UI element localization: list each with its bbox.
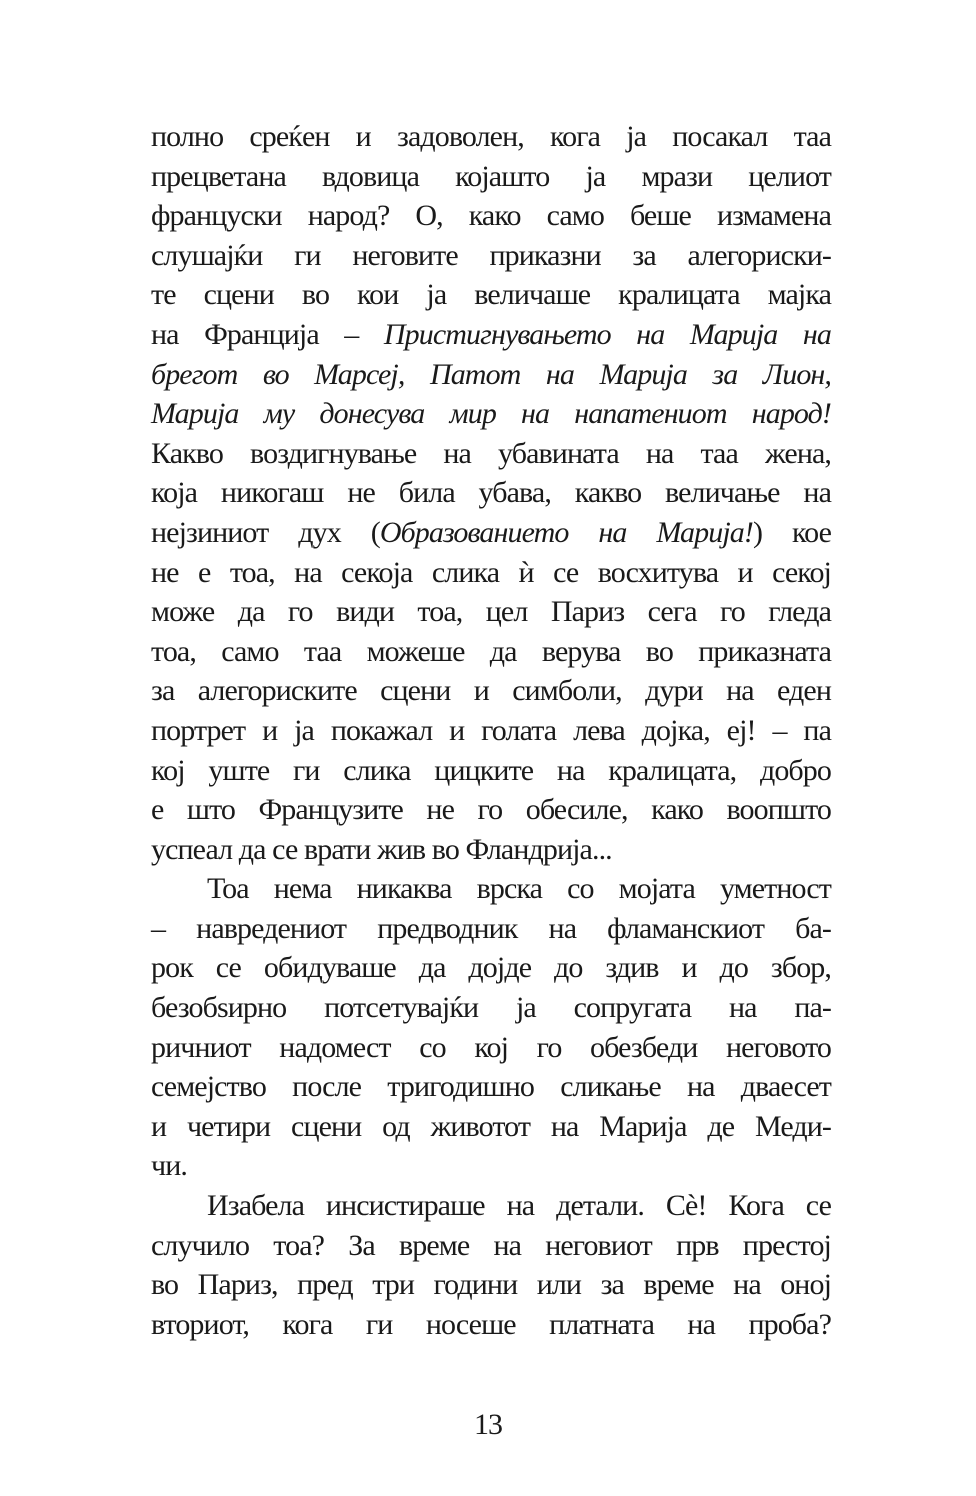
text-line: во Париз, пред три години или за време на оној [151,1268,831,1302]
text-line: ричниот надомест со кој го обезбеди неговото [151,1030,831,1064]
text-line: случило тоа? За време на неговиот прв престој [151,1228,831,1262]
italic-title: брегот во Марсеј, Патот на Марија за Лион, [151,357,831,391]
text-line: е што Французите не го обесиле, како воопшто [151,793,831,827]
text-line: чи. [151,1149,187,1183]
text-line: семејство после тригодишно сликање на дваесет [151,1070,831,1104]
paragraph-start-line: Изабела инсистираше на детали. Сѐ! Кога се [207,1189,831,1223]
text-line: слушајќи ги неговите приказни за алегориски- [151,238,831,272]
text-line: рок се обидуваше да дојде до здив и до збор, [151,951,831,985]
text-line: нејзиниот дух (Образованието на Марија!) кое [151,515,831,549]
text-line: и четири сцени од животот на Марија де Меди- [151,1109,831,1143]
text-line: полно среќен и задоволен, кога ја посакал таа [151,120,831,153]
text-line: на Франција – Пристигнувањето на Марија на [151,317,831,351]
text-line: тоа, само таа можеше да верува во приказната [151,634,831,668]
text-line: вториот, кога ги носеше платната на проба? [151,1307,831,1341]
text-line: успеал да се врати жив во Фландрија... [151,832,612,866]
text-line: – навредениот предводник на фламанскиот ба- [151,911,831,945]
text-line: не е тоа, на секоја слика ѝ се восхитува и секој [151,555,831,589]
text-line: Какво воздигнување на убавината на таа жена, [151,436,831,470]
text-line: те сцени во кои ја величаше кралицата мајка [151,278,831,312]
text-line: може да го види тоа, цел Париз сега го гледа [151,595,831,629]
text-line: безобѕирно потсетувајќи ја сопругата на па- [151,991,831,1025]
text-line: за алегориските сцени и симболи, дури на еден [151,674,831,708]
text-line [151,355,831,395]
text-line: француски народ? О, како само беше измамена [151,199,831,233]
italic-title: Пристигнувањето на Марија на [383,317,831,351]
paragraph-start-line: Тоа нема никаква врска со мојата уметност [207,872,831,906]
page-number: 13 [474,1408,502,1441]
text-line: портрет и ја покажал и голата лева дојка, еј! – па [151,713,831,747]
text-line [151,394,831,434]
italic-title: Образованието на Марија! [379,515,753,549]
text-line: прецветана вдовица којашто ја мрази целиот [151,159,831,193]
text-line: која никогаш не била убава, какво величање на [151,476,831,510]
text-line: кој уште ги слика цицките на кралицата, добро [151,753,831,787]
italic-title: Марија му донесува мир на напатениот народ! [151,397,831,431]
body-text [151,117,831,1344]
